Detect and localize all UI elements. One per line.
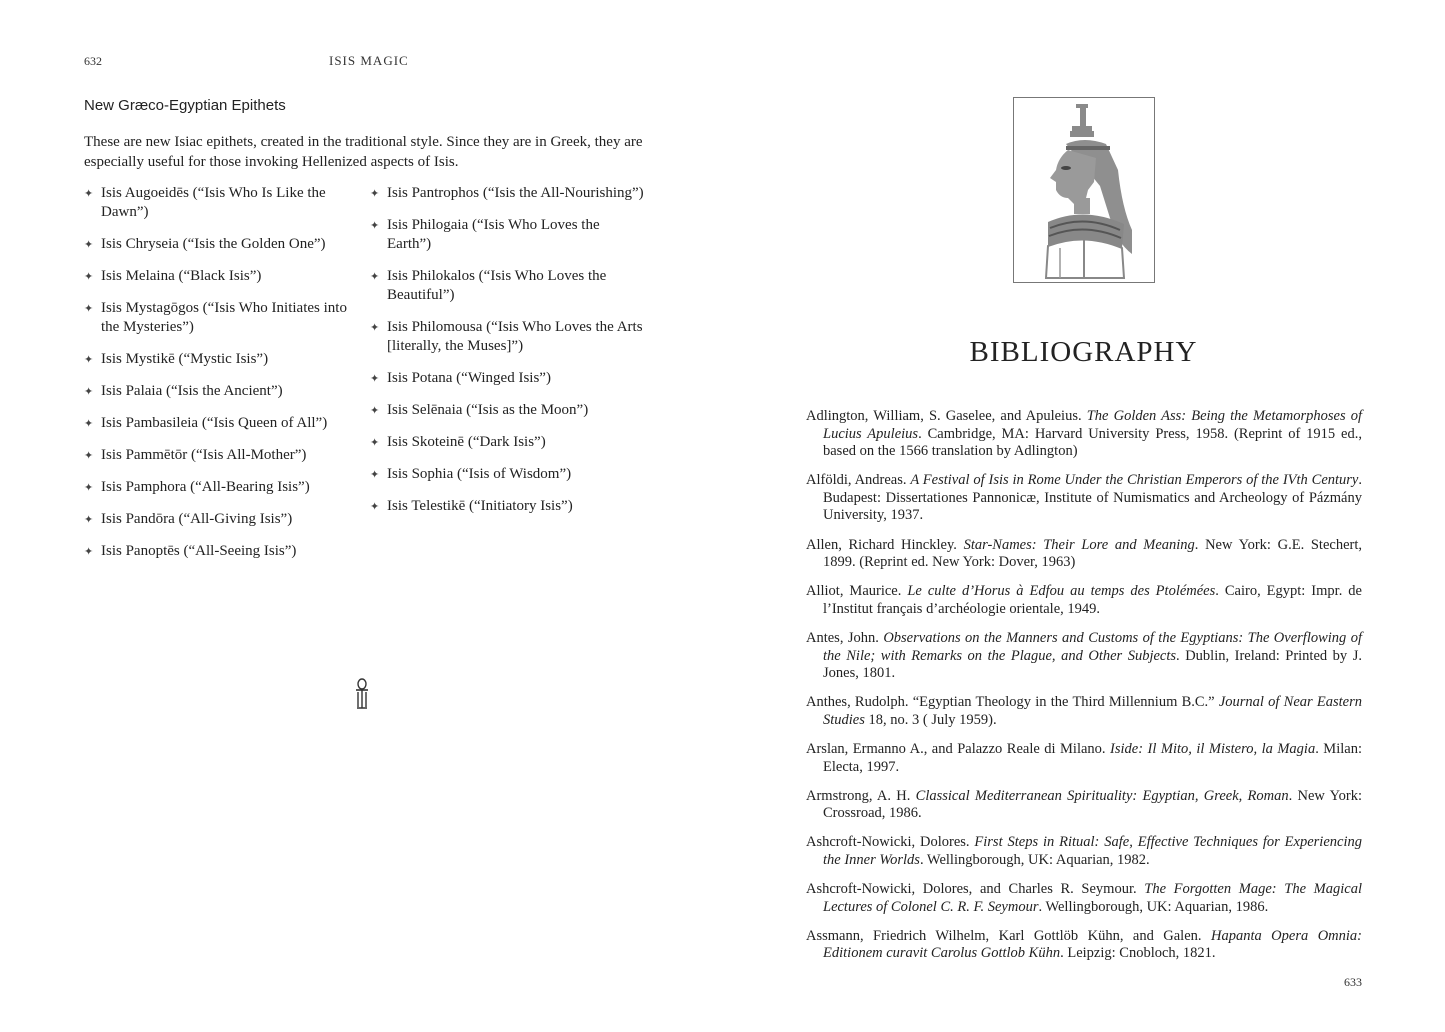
bibliography-title: BIBLIOGRAPHY <box>969 336 1198 368</box>
entry-publication: . Leipzig: Cnobloch, 1821. <box>1060 945 1216 962</box>
epithet-item <box>370 369 645 388</box>
page-number: 633 <box>1344 975 1362 989</box>
bullet-star-icon: ✦ <box>84 188 94 200</box>
entry-title: Iside: Il Mito, il Mistero, la Magia <box>1110 740 1316 757</box>
epithet-text: Isis Philomousa (“Isis Who Loves the Arts [literally, the Muses]”) <box>387 319 643 354</box>
bullet-star-icon: ✦ <box>370 188 380 200</box>
entry-publication: . Cambridge, MA: Harvard University Press, 1958. (Reprint of 1915 ed., based on the 1566 translation by Adlington) <box>823 425 1362 460</box>
entry-author: Adlington, William, S. Gaselee, and Apuleius. <box>806 408 1087 424</box>
bullet-star-icon: ✦ <box>84 482 94 494</box>
entry-author: Ashcroft-Nowicki, Dolores, and Charles R. Seymour. <box>806 880 1145 897</box>
bullet-star-icon: ✦ <box>370 322 380 334</box>
intro-paragraph: These are new Isiac epithets, created in the traditional style. Since they are in Greek, they are especially useful for those invoking Hellenized aspects of Isis. <box>84 134 643 170</box>
bullet-star-icon: ✦ <box>370 437 380 449</box>
epithet-text: Isis Panoptēs (“All-Seeing Isis”) <box>101 543 297 559</box>
epithet-text: Isis Pamphora (“All-Bearing Isis”) <box>101 479 310 495</box>
entry-author: Alföldi, Andreas. <box>806 472 911 489</box>
epithet-text: Isis Melaina (“Black Isis”) <box>101 268 262 284</box>
epithet-list-column-1 <box>84 184 352 574</box>
entry-author: Armstrong, A. H. <box>806 787 916 804</box>
bibliography-entry <box>806 694 1362 729</box>
entry-author: Antes, John. <box>806 629 884 646</box>
entry-publication: . Dublin, Ireland: Printed by J. Jones, 1801. <box>823 647 1362 682</box>
epithet-list-column-2 <box>370 184 645 529</box>
epithet-item <box>84 184 352 222</box>
entry-title: A Festival of Isis in Rome Under the Christian Emperors of the IVth Century <box>910 472 1359 489</box>
entry-title: Hapanta Opera Omnia: Editionem curavit Carolus Gottlob Kühn <box>823 927 1362 962</box>
bullet-star-icon: ✦ <box>84 271 94 283</box>
epithet-text: Isis Augoeidēs (“Isis Who Is Like the Dawn”) <box>101 185 326 220</box>
epithet-item <box>84 510 352 529</box>
epithet-item <box>370 216 645 254</box>
epithet-item <box>84 446 352 465</box>
entry-author: Allen, Richard Hinckley. <box>806 536 964 553</box>
bullet-star-icon: ✦ <box>370 405 380 417</box>
epithet-text: Isis Mystagōgos (“Isis Who Initiates into the Mysteries”) <box>101 300 347 335</box>
bullet-star-icon: ✦ <box>84 514 94 526</box>
page-number: 632 <box>84 54 102 68</box>
bullet-star-icon: ✦ <box>370 220 380 232</box>
entry-author: Assmann, Friedrich Wilhelm, Karl Gottlöb Kühn, and Galen. <box>806 927 1211 944</box>
epithet-text: Isis Palaia (“Isis the Ancient”) <box>101 383 283 399</box>
isis-portrait-icon <box>1013 97 1155 283</box>
epithet-item <box>84 478 352 497</box>
bullet-star-icon: ✦ <box>84 386 94 398</box>
entry-title: Le culte d’Horus à Edfou au temps des Ptolémées <box>907 583 1216 600</box>
entry-title: Journal of Near Eastern Studies <box>823 694 1362 728</box>
epithet-item <box>370 401 645 420</box>
bullet-star-icon: ✦ <box>370 501 380 513</box>
epithet-item <box>370 465 645 484</box>
epithet-item <box>84 542 352 561</box>
epithet-text: Isis Pambasileia (“Isis Queen of All”) <box>101 415 328 431</box>
epithet-text: Isis Pantrophos (“Isis the All-Nourishing”) <box>387 185 644 201</box>
entry-publication: . Wellingborough, UK: Aquarian, 1982. <box>919 851 1150 868</box>
entry-title: Observations on the Manners and Customs of the Egyptians: The Overflowing of the Nile; with Remarks on the Plague, and Other Subjects <box>823 629 1362 664</box>
epithet-item <box>84 235 352 254</box>
entry-publication: 18, no. 3 ( July 1959). <box>864 711 997 728</box>
bibliography-entry <box>806 583 1362 618</box>
bibliography-entry <box>806 834 1362 869</box>
entry-author: Anthes, Rudolph. “Egyptian Theology in the Third Millennium B.C.” <box>806 694 1219 711</box>
entry-title: First Steps in Ritual: Safe, Effective Techniques for Experiencing the Inner Worlds <box>823 834 1362 868</box>
epithet-item <box>84 414 352 433</box>
epithet-text: Isis Skoteinē (“Dark Isis”) <box>387 434 546 450</box>
right-page <box>722 0 1445 1032</box>
entry-title: Classical Mediterranean Spirituality: Egyptian, Greek, Roman <box>915 787 1289 804</box>
running-head: ISIS MAGIC <box>329 53 409 68</box>
ankh-ornament-icon <box>354 678 370 710</box>
bullet-star-icon: ✦ <box>84 239 94 251</box>
epithet-item <box>84 267 352 286</box>
epithet-text: Isis Mystikē (“Mystic Isis”) <box>101 351 269 367</box>
section-title: New Græco-Egyptian Epithets <box>84 97 286 114</box>
epithet-text: Isis Chryseia (“Isis the Golden One”) <box>101 236 326 252</box>
entry-author: Ashcroft-Nowicki, Dolores. <box>806 834 975 851</box>
bullet-star-icon: ✦ <box>84 303 94 315</box>
epithet-item <box>370 433 645 452</box>
epithet-text: Isis Pandōra (“All-Giving Isis”) <box>101 511 293 527</box>
entry-title: Star-Names: Their Lore and Meaning <box>963 536 1195 553</box>
bibliography-entry <box>806 928 1362 963</box>
epithet-text: Isis Telestikē (“Initiatory Isis”) <box>387 498 573 514</box>
epithet-text: Isis Sophia (“Isis of Wisdom”) <box>387 466 572 482</box>
bullet-star-icon: ✦ <box>84 546 94 558</box>
entry-publication: . Wellingborough, UK: Aquarian, 1986. <box>1038 898 1269 915</box>
epithet-item <box>84 382 352 401</box>
bullet-star-icon: ✦ <box>84 450 94 462</box>
bullet-star-icon: ✦ <box>370 469 380 481</box>
entry-publication: . Milan: Electa, 1997. <box>823 740 1362 775</box>
bibliography-entry <box>806 408 1362 461</box>
bullet-star-icon: ✦ <box>370 373 380 385</box>
epithet-text: Isis Philogaia (“Isis Who Loves the Earth”) <box>387 217 600 252</box>
bibliography-entries <box>806 408 1362 974</box>
bullet-star-icon: ✦ <box>84 354 94 366</box>
bullet-star-icon: ✦ <box>370 271 380 283</box>
bibliography-entry <box>806 881 1362 916</box>
epithet-item <box>370 267 645 305</box>
entry-author: Alliot, Maurice. <box>806 583 908 600</box>
entry-publication: . New York: G.E. Stechert, 1899. (Reprint ed. New York: Dover, 1963) <box>823 536 1362 571</box>
bibliography-entry <box>806 788 1362 823</box>
bibliography-entry <box>806 472 1362 525</box>
entry-author: Arslan, Ermanno A., and Palazzo Reale di Milano. <box>806 740 1111 757</box>
left-page <box>0 0 722 1032</box>
epithet-item <box>370 184 645 203</box>
bibliography-entry <box>806 630 1362 683</box>
epithet-text: Isis Selēnaia (“Isis as the Moon”) <box>387 402 589 418</box>
epithet-item <box>84 299 352 337</box>
entry-publication: . New York: Crossroad, 1986. <box>823 787 1362 822</box>
bibliography-entry <box>806 741 1362 776</box>
entry-title: The Golden Ass: Being the Metamorphoses of Lucius Apuleius <box>823 408 1362 442</box>
epithet-text: Isis Philokalos (“Isis Who Loves the Beautiful”) <box>387 268 607 303</box>
epithet-item <box>370 318 645 356</box>
epithet-text: Isis Pammētōr (“Isis All-Mother”) <box>101 447 307 463</box>
epithet-item <box>370 497 645 516</box>
entry-publication: . Budapest: Dissertationes Pannonicæ, Institute of Numismatics and Archeology of Pázmány University, 1937. <box>823 472 1362 524</box>
bibliography-entry <box>806 537 1362 572</box>
entry-publication: . Cairo, Egypt: Impr. de l’Institut français d’archéologie orientale, 1949. <box>823 583 1362 617</box>
bullet-star-icon: ✦ <box>84 418 94 430</box>
entry-title: The Forgotten Mage: The Magical Lectures of Colonel C. R. F. Seymour <box>823 880 1362 915</box>
epithet-item <box>84 350 352 369</box>
epithet-text: Isis Potana (“Winged Isis”) <box>387 370 551 386</box>
